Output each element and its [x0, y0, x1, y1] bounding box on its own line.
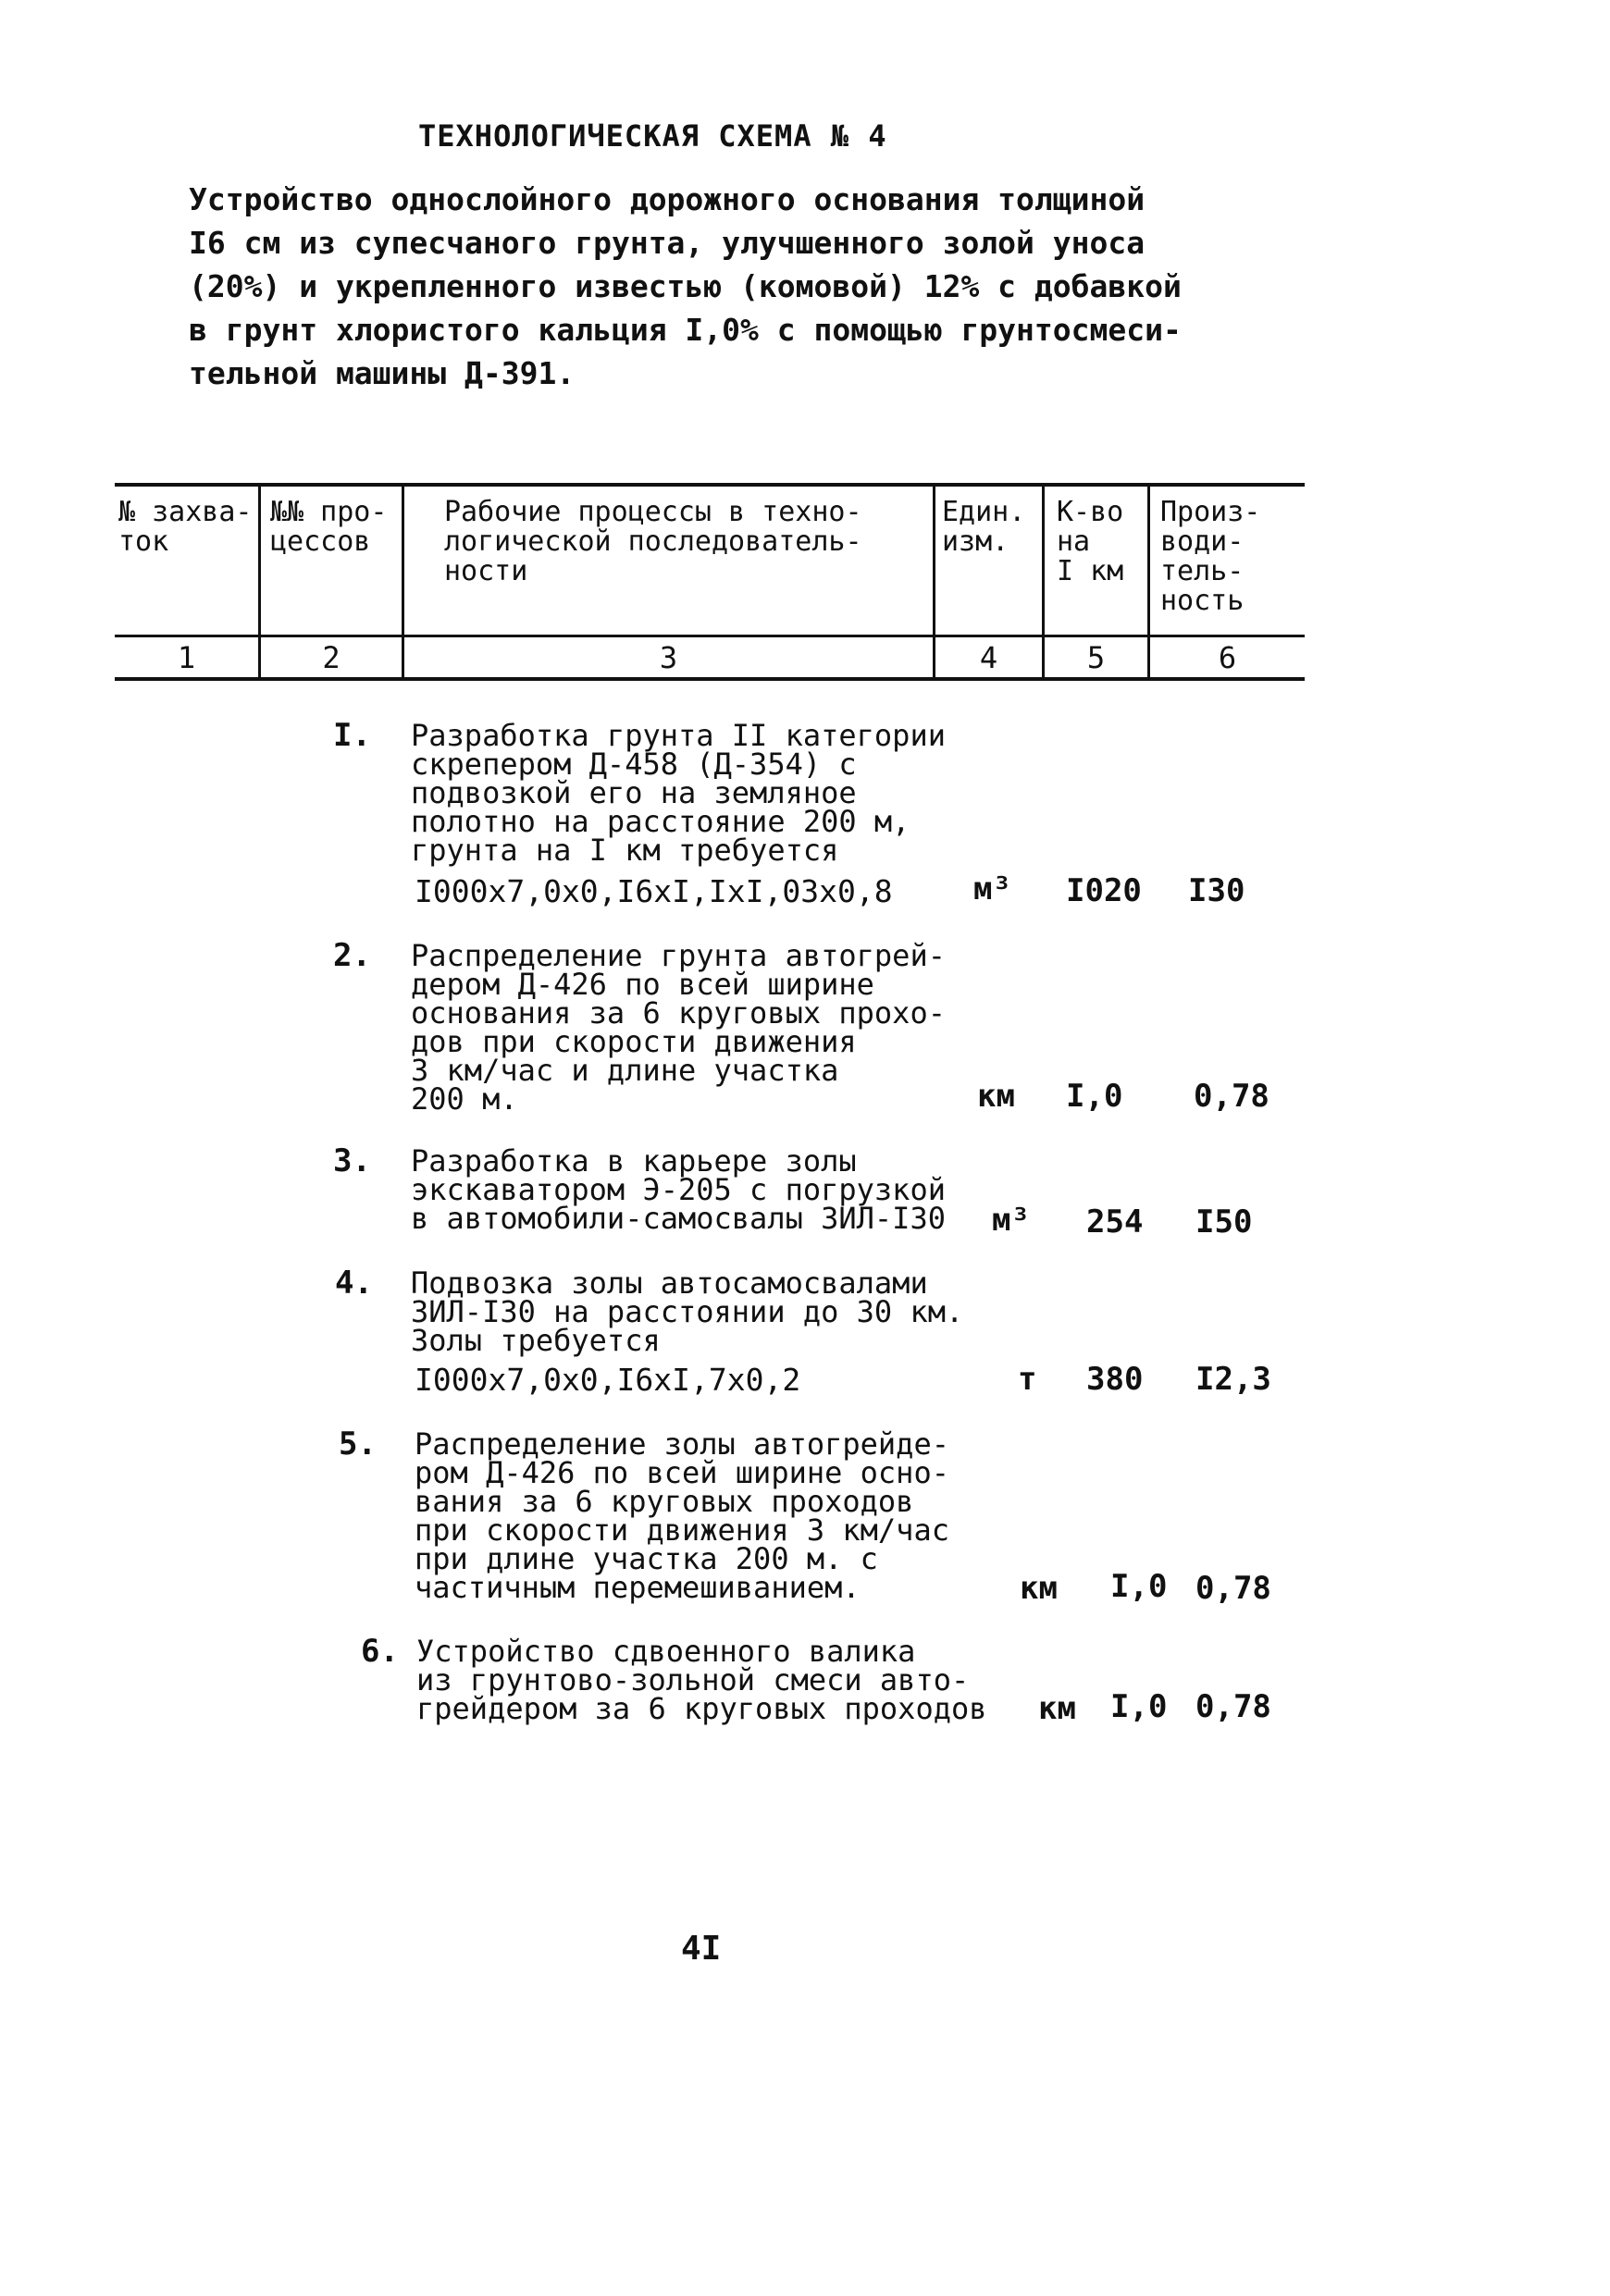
process-productivity: 0,78 [1194, 1078, 1269, 1115]
table-bottom-rule [115, 677, 1305, 681]
process-unit: км [1020, 1570, 1058, 1607]
column-number: 3 [659, 640, 678, 675]
header-work-process: Рабочие процессы в техно- логической последователь- ности [444, 496, 862, 587]
header-productivity: Произ- води- тель- ность [1160, 496, 1261, 617]
intro-line: I6 см из супесчаного грунта, улучшенного золой уноса [189, 225, 1146, 261]
table-header [115, 483, 1305, 685]
process-number: I. [333, 717, 371, 754]
column-number: 2 [322, 640, 341, 675]
process-productivity: 0,78 [1195, 1570, 1271, 1607]
intro-line: в грунт хлористого кальция I,0% с помощью грунтосмеси- [189, 312, 1182, 348]
intro-paragraph [189, 178, 1299, 395]
header-unit: Един. изм. [942, 496, 1026, 558]
column-number: 1 [177, 640, 196, 675]
process-unit: м³ [992, 1202, 1030, 1239]
process-number: 3. [333, 1142, 371, 1179]
process-description: Распределение золы автогрейде- ром Д-426 по всей ширине осно- вания за 6 круговых проходов при скорости движения 3 км/час при длине участка 200 м. с частичным перемешиванием. [415, 1426, 949, 1605]
header-capture: № захва- ток [118, 496, 253, 558]
process-quantity: 254 [1086, 1204, 1144, 1241]
page-number: 4I [681, 1930, 722, 1968]
process-quantity: 380 [1086, 1361, 1144, 1398]
process-number: 6. [361, 1633, 399, 1670]
column-number: 6 [1218, 640, 1237, 675]
process-description: Распределение грунта автогрей- дером Д-426 по всей ширине основания за 6 круговых прохо- дов при скорости движения 3 км/час и длине участка 200 м. [411, 938, 946, 1117]
table-top-rule [115, 483, 1305, 487]
process-unit: км [977, 1078, 1015, 1115]
process-number: 4. [335, 1265, 373, 1302]
process-calculation: I000x7,0x0,I6xI,IxI,03x0,8 [415, 873, 893, 909]
process-productivity: 0,78 [1195, 1688, 1271, 1725]
process-quantity: I,0 [1110, 1688, 1168, 1725]
process-calculation: I000x7,0x0,I6xI,7x0,2 [415, 1362, 801, 1398]
process-unit: м³ [973, 870, 1011, 907]
process-number: 2. [333, 937, 371, 974]
intro-line: (20%) и укрепленного известью (комовой) 12% с добавкой [189, 268, 1182, 304]
process-productivity: I30 [1188, 872, 1245, 909]
process-quantity: I,0 [1066, 1078, 1123, 1115]
process-productivity: I2,3 [1195, 1361, 1271, 1398]
intro-line: Устройство однослойного дорожного основания толщиной [189, 181, 1146, 217]
process-quantity: I,0 [1110, 1568, 1168, 1605]
process-unit: т [1018, 1361, 1037, 1398]
process-description: Подвозка золы автосамосвалами ЗИЛ-I30 на расстоянии до 30 км. Золы требуется [411, 1265, 964, 1358]
process-number: 5. [339, 1426, 377, 1463]
document-title: ТЕХНОЛОГИЧЕСКАЯ СХЕМА № 4 [418, 118, 887, 154]
column-number: 4 [979, 640, 998, 675]
process-productivity: I50 [1195, 1204, 1253, 1241]
header-process-no: №№ про- цессов [270, 496, 388, 558]
table-header-rule [115, 635, 1305, 637]
process-unit: км [1038, 1690, 1076, 1727]
process-description: Разработка грунта II категории скрепером Д-458 (Д-354) с подвозкой его на земляное полотно на расстояние 200 м, грунта на I км требуется [411, 718, 946, 868]
process-quantity: I020 [1066, 872, 1142, 909]
process-description: Устройство сдвоенного валика из грунтово-зольной смеси авто- грейдером за 6 круговых проходов [416, 1634, 987, 1726]
process-description: Разработка в карьере золы экскаватором Э-205 с погрузкой в автомобили-самосвалы ЗИЛ-I30 [411, 1143, 946, 1236]
column-number: 5 [1086, 640, 1106, 675]
header-quantity: К-во на I км [1057, 496, 1124, 587]
intro-line: тельной машины Д-391. [189, 355, 576, 391]
